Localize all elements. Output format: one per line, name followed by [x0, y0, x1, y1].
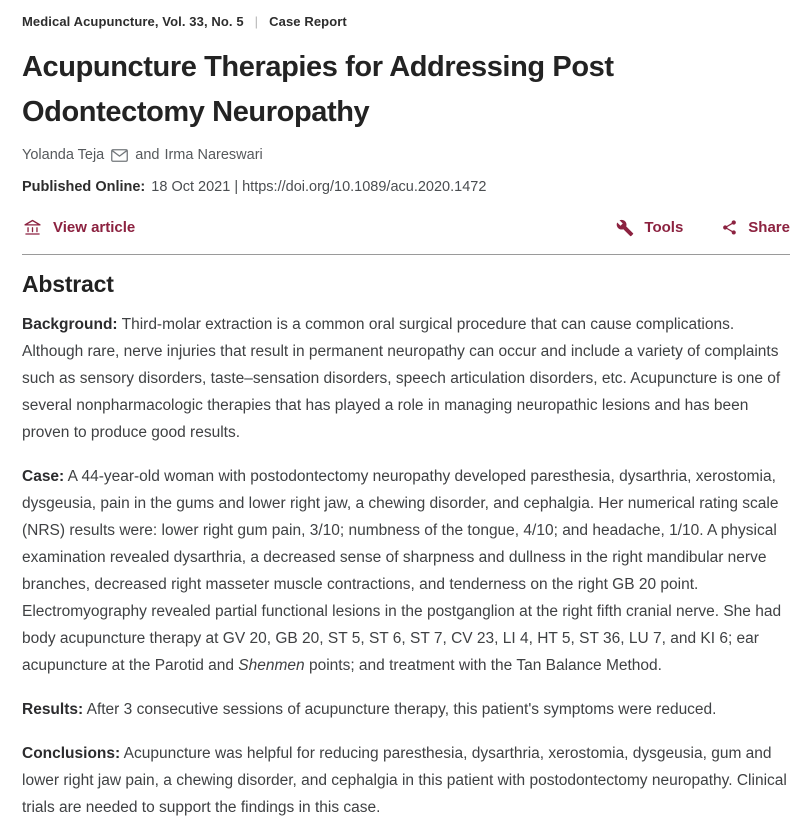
- authors-joiner: and: [135, 147, 160, 163]
- case-text-1: A 44-year-old woman with postodontectomy neuropathy developed paresthesia, dysarthria, xerostomia, dysgeusia, pain in the gums and lower right jaw, a chewing disorder, and cephalgia. Her numerical rating scale (NRS) results were: lower right gum pain, 3/10; numbness of the tongue, 4/10; and headache, 1/10. A physical examination revealed dysarthria, a decreased sense of sharpness and dullness in the right mandibular nerve branches, decreased right masseter muscle contractions, and tenderness on the right GB 20 point. Electromyography revealed partial functional lesions in the postganglion at the right fifth cranial nerve. She had body acupuncture therapy at GV 20, GB 20, ST 5, ST 6, ST 7, CV 23, LI 4, HT 5, ST 36, LU 7, and KI 6; ear acupuncture at the Parotid and: [22, 468, 782, 674]
- published-label: Published Online:: [22, 179, 146, 195]
- article-title: Acupuncture Therapies for Addressing Post Odontectomy Neuropathy: [22, 51, 614, 128]
- institution-icon: [22, 217, 43, 238]
- toolbar-right: [616, 219, 790, 237]
- share-nodes-icon: [721, 219, 738, 236]
- toolbar: [22, 217, 790, 238]
- background-label: Background:: [22, 316, 118, 333]
- envelope-icon[interactable]: [111, 149, 128, 162]
- journal-citation: Medical Acupuncture, Vol. 33, No. 5: [22, 14, 244, 29]
- view-article-link[interactable]: [22, 217, 135, 238]
- case-italic-term: Shenmen: [238, 657, 305, 674]
- share-button[interactable]: [721, 219, 790, 237]
- section-divider: [22, 254, 790, 255]
- author-2: Irma Nareswari: [164, 147, 263, 163]
- authors-line: [22, 147, 790, 163]
- abstract-heading: Abstract: [22, 271, 114, 297]
- case-label: Case:: [22, 468, 65, 485]
- article-type-badge: Case Report: [269, 14, 347, 29]
- abstract-case-paragraph: [22, 463, 790, 679]
- journal-header: [22, 14, 790, 29]
- published-value: 18 Oct 2021 | https://doi.org/10.1089/acu.2020.1472: [147, 179, 487, 195]
- results-label: Results:: [22, 701, 84, 718]
- abstract-background-paragraph: [22, 311, 790, 446]
- tools-label: Tools: [644, 219, 684, 236]
- background-text: Third-molar extraction is a common oral surgical procedure that can cause complications. Although rare, nerve injuries that result in permanent neuropathy can occur and include a variety of complaints such as sensory disorders, taste–sensation disorders, speech articulation disorders, etc. Acupuncture is one of several nonpharmacologic therapies that has played a role in managing neuropathic lesions and has been proven to produce good results.: [22, 316, 781, 441]
- tools-button[interactable]: [616, 219, 683, 237]
- abstract-conclusions-paragraph: [22, 740, 790, 821]
- wrench-icon: [616, 219, 634, 237]
- view-article-label: View article: [53, 219, 136, 236]
- abstract-section: [22, 269, 790, 821]
- author-1: Yolanda Teja: [22, 147, 105, 163]
- share-label: Share: [748, 219, 790, 236]
- results-text: After 3 consecutive sessions of acupuncture therapy, this patient's symptoms were reduced.: [83, 701, 717, 718]
- published-line: [22, 179, 790, 195]
- conclusions-text: Acupuncture was helpful for reducing paresthesia, dysarthria, xerostomia, dysgeusia, gum and lower right jaw pain, a chewing disorder, and cephalgia in this patient with postodontectomy neuropathy. Clinical trials are needed to support the findings in this case.: [22, 745, 787, 816]
- case-text-2: points; and treatment with the Tan Balance Method.: [304, 657, 662, 674]
- conclusions-label: Conclusions:: [22, 745, 121, 762]
- abstract-results-paragraph: [22, 696, 790, 723]
- header-separator: |: [254, 14, 259, 29]
